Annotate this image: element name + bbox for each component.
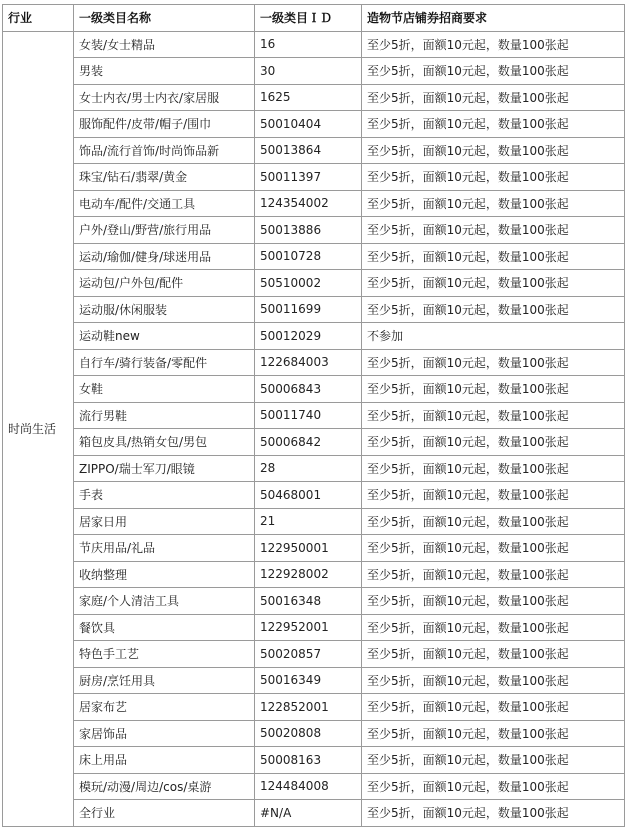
category-id-cell: 50006843 — [255, 376, 362, 403]
requirement-cell: 至少5折，面额10元起，数量100张起 — [362, 243, 625, 270]
requirement-cell: 至少5折，面额10元起，数量100张起 — [362, 667, 625, 694]
category-name-cell: 厨房/烹饪用具 — [74, 667, 255, 694]
table-row — [3, 588, 625, 615]
category-id-cell: 50013886 — [255, 217, 362, 244]
requirement-cell: 至少5折，面额10元起，数量100张起 — [362, 270, 625, 297]
category-name-cell: 床上用品 — [74, 747, 255, 774]
header-category-name: 一级类目名称 — [74, 5, 255, 32]
industry-cell: 时尚生活 — [3, 31, 74, 826]
category-id-cell: 50011740 — [255, 402, 362, 429]
requirement-cell: 至少5折，面额10元起，数量100张起 — [362, 588, 625, 615]
requirement-cell: 至少5折，面额10元起，数量100张起 — [362, 535, 625, 562]
requirement-cell: 至少5折，面额10元起，数量100张起 — [362, 376, 625, 403]
table-row — [3, 111, 625, 138]
category-name-cell: 特色手工艺 — [74, 641, 255, 668]
category-name-cell: 手表 — [74, 482, 255, 509]
category-name-cell: 户外/登山/野营/旅行用品 — [74, 217, 255, 244]
table-row — [3, 243, 625, 270]
category-name-cell: 节庆用品/礼品 — [74, 535, 255, 562]
table-row — [3, 58, 625, 85]
category-name-cell: 饰品/流行首饰/时尚饰品新 — [74, 137, 255, 164]
requirement-cell: 至少5折，面额10元起，数量100张起 — [362, 402, 625, 429]
table-row — [3, 376, 625, 403]
category-name-cell: 模玩/动漫/周边/cos/桌游 — [74, 773, 255, 800]
category-name-cell: 服饰配件/皮带/帽子/围巾 — [74, 111, 255, 138]
table-container — [2, 4, 625, 827]
category-id-cell: 50010404 — [255, 111, 362, 138]
table-row — [3, 455, 625, 482]
requirement-cell: 至少5折，面额10元起，数量100张起 — [362, 164, 625, 191]
table-row — [3, 84, 625, 111]
category-id-cell: 50016349 — [255, 667, 362, 694]
requirement-cell: 至少5折，面额10元起，数量100张起 — [362, 296, 625, 323]
table-row — [3, 164, 625, 191]
requirement-cell: 至少5折，面额10元起，数量100张起 — [362, 58, 625, 85]
category-name-cell: 运动鞋new — [74, 323, 255, 350]
category-id-cell: 50013864 — [255, 137, 362, 164]
table-row — [3, 614, 625, 641]
category-id-cell: 122952001 — [255, 614, 362, 641]
table-row — [3, 323, 625, 350]
table-row — [3, 773, 625, 800]
table-row — [3, 641, 625, 668]
requirement-cell: 至少5折，面额10元起，数量100张起 — [362, 747, 625, 774]
category-name-cell: 餐饮具 — [74, 614, 255, 641]
category-id-cell: 122928002 — [255, 561, 362, 588]
category-id-cell: 50510002 — [255, 270, 362, 297]
category-id-cell: 50020857 — [255, 641, 362, 668]
table-row — [3, 190, 625, 217]
category-id-cell: 50011397 — [255, 164, 362, 191]
category-id-cell: 122950001 — [255, 535, 362, 562]
category-id-cell: 50016348 — [255, 588, 362, 615]
category-id-cell: 16 — [255, 31, 362, 58]
table-row — [3, 296, 625, 323]
category-name-cell: 自行车/骑行装备/零配件 — [74, 349, 255, 376]
category-id-cell: 28 — [255, 455, 362, 482]
category-name-cell: 收纳整理 — [74, 561, 255, 588]
table-row — [3, 720, 625, 747]
table-row — [3, 270, 625, 297]
requirement-cell: 至少5折，面额10元起，数量100张起 — [362, 694, 625, 721]
category-id-cell: 30 — [255, 58, 362, 85]
table-row — [3, 31, 625, 58]
requirement-cell: 至少5折，面额10元起，数量100张起 — [362, 84, 625, 111]
header-requirement: 造物节店铺券招商要求 — [362, 5, 625, 32]
category-id-cell: 124354002 — [255, 190, 362, 217]
category-name-cell: 居家布艺 — [74, 694, 255, 721]
table-row — [3, 694, 625, 721]
category-id-cell: 50020808 — [255, 720, 362, 747]
requirement-cell: 至少5折，面额10元起，数量100张起 — [362, 641, 625, 668]
requirement-cell: 至少5折，面额10元起，数量100张起 — [362, 217, 625, 244]
category-name-cell: 女鞋 — [74, 376, 255, 403]
category-name-cell: 电动车/配件/交通工具 — [74, 190, 255, 217]
category-id-cell: 122684003 — [255, 349, 362, 376]
category-id-cell: 50006842 — [255, 429, 362, 456]
header-industry: 行业 — [3, 5, 74, 32]
category-id-cell: 50468001 — [255, 482, 362, 509]
category-name-cell: 家居饰品 — [74, 720, 255, 747]
table-row — [3, 217, 625, 244]
table-row — [3, 561, 625, 588]
category-name-cell: 流行男鞋 — [74, 402, 255, 429]
requirement-cell: 至少5折，面额10元起，数量100张起 — [362, 720, 625, 747]
category-name-cell: 女士内衣/男士内衣/家居服 — [74, 84, 255, 111]
category-name-cell: 运动服/休闲服装 — [74, 296, 255, 323]
requirement-cell: 至少5折，面额10元起，数量100张起 — [362, 429, 625, 456]
category-name-cell: 全行业 — [74, 800, 255, 827]
category-name-cell: 女装/女士精品 — [74, 31, 255, 58]
header-category-id: 一级类目ＩＤ — [255, 5, 362, 32]
table-row — [3, 402, 625, 429]
requirement-cell: 至少5折，面额10元起，数量100张起 — [362, 561, 625, 588]
category-name-cell: 居家日用 — [74, 508, 255, 535]
category-name-cell: 运动包/户外包/配件 — [74, 270, 255, 297]
requirement-cell: 不参加 — [362, 323, 625, 350]
requirement-cell: 至少5折，面额10元起，数量100张起 — [362, 455, 625, 482]
category-name-cell: 男装 — [74, 58, 255, 85]
category-id-cell: 50010728 — [255, 243, 362, 270]
table-body — [3, 31, 625, 826]
requirement-cell: 至少5折，面额10元起，数量100张起 — [362, 508, 625, 535]
category-requirements-table — [2, 4, 625, 827]
category-id-cell: 1625 — [255, 84, 362, 111]
category-id-cell: 50008163 — [255, 747, 362, 774]
requirement-cell: 至少5折，面额10元起，数量100张起 — [362, 482, 625, 509]
table-row — [3, 535, 625, 562]
table-row — [3, 508, 625, 535]
category-id-cell: 50011699 — [255, 296, 362, 323]
category-name-cell: ZIPPO/瑞士军刀/眼镜 — [74, 455, 255, 482]
requirement-cell: 至少5折，面额10元起，数量100张起 — [362, 614, 625, 641]
table-row — [3, 137, 625, 164]
table-row — [3, 667, 625, 694]
table-row — [3, 482, 625, 509]
requirement-cell: 至少5折，面额10元起，数量100张起 — [362, 800, 625, 827]
category-name-cell: 运动/瑜伽/健身/球迷用品 — [74, 243, 255, 270]
category-id-cell: 21 — [255, 508, 362, 535]
table-row — [3, 800, 625, 827]
header-row — [3, 5, 625, 32]
category-id-cell: 122852001 — [255, 694, 362, 721]
category-name-cell: 家庭/个人清洁工具 — [74, 588, 255, 615]
requirement-cell: 至少5折，面额10元起，数量100张起 — [362, 190, 625, 217]
requirement-cell: 至少5折，面额10元起，数量100张起 — [362, 137, 625, 164]
category-name-cell: 珠宝/钻石/翡翠/黄金 — [74, 164, 255, 191]
requirement-cell: 至少5折，面额10元起，数量100张起 — [362, 773, 625, 800]
category-name-cell: 箱包皮具/热销女包/男包 — [74, 429, 255, 456]
requirement-cell: 至少5折，面额10元起，数量100张起 — [362, 111, 625, 138]
table-row — [3, 429, 625, 456]
requirement-cell: 至少5折，面额10元起，数量100张起 — [362, 31, 625, 58]
table-row — [3, 747, 625, 774]
category-id-cell: 124484008 — [255, 773, 362, 800]
table-row — [3, 349, 625, 376]
category-id-cell: 50012029 — [255, 323, 362, 350]
requirement-cell: 至少5折，面额10元起，数量100张起 — [362, 349, 625, 376]
category-id-cell: #N/A — [255, 800, 362, 827]
